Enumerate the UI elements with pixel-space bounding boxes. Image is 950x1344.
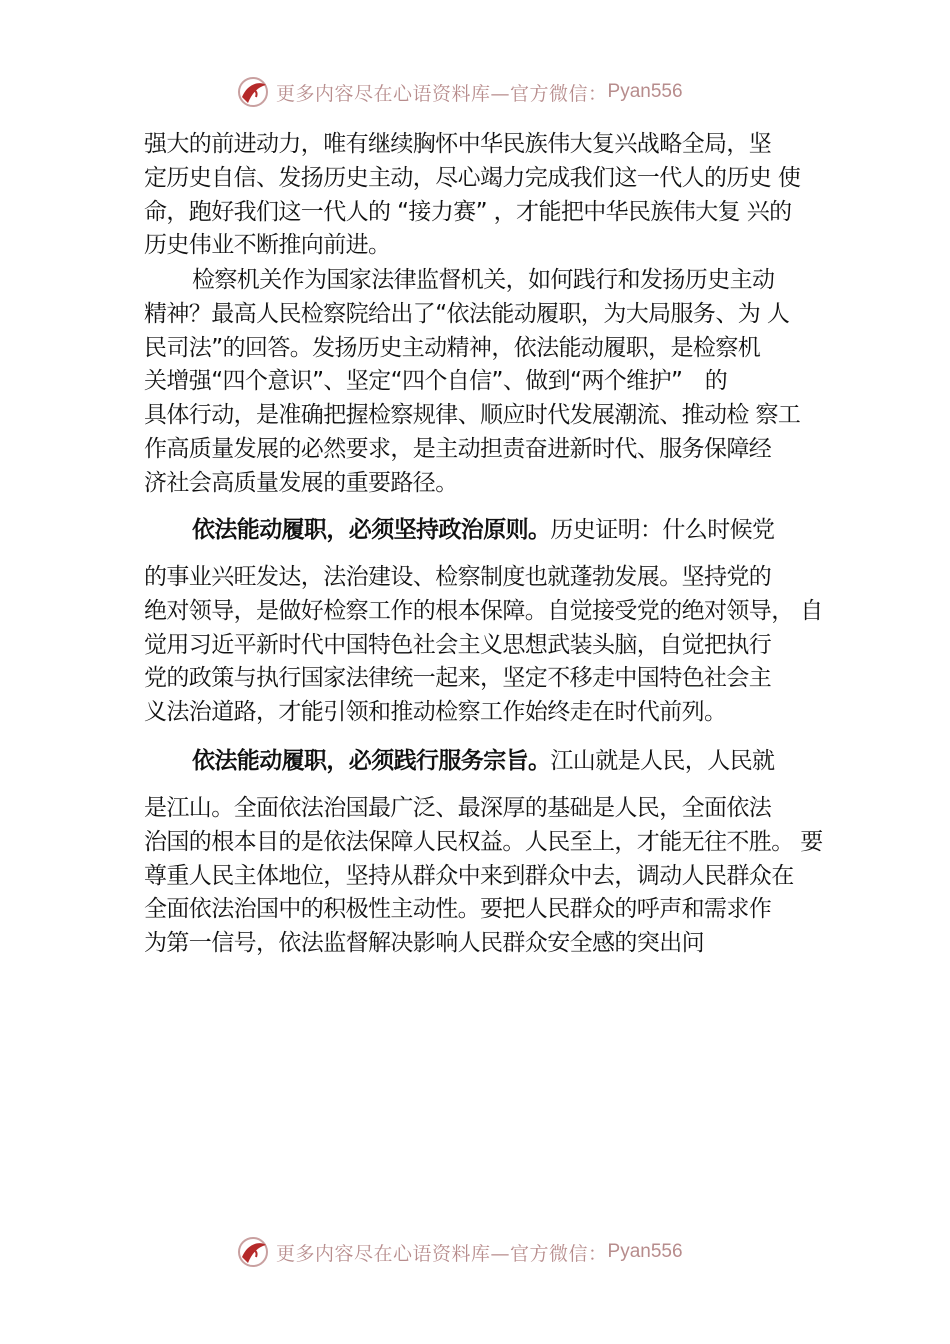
paragraph-party-leadership: [144, 561, 824, 730]
text-line: 党的政策与执行国家法律统一起来，坚定不移走中国特色社会主: [144, 665, 772, 692]
watermark-logo-icon: [236, 75, 270, 109]
text-line: 治国的根本目的是依法保障人民权益。人民至上，才能无往不胜。 要: [144, 828, 823, 855]
text-line: 作高质量发展的必然要求，是主动担责奋进新时代、服务保障经: [144, 435, 772, 462]
paragraph-procuratorate: [144, 264, 824, 501]
text-line: 精神？最高人民检察院给出了“依法能动履职，为大局服务、为 人: [144, 300, 790, 327]
text-line: 义法治道路，才能引领和推动检察工作始终走在时代前列。: [144, 699, 727, 726]
text-line: 绝对领导，是做好检察工作的根本保障。自觉接受党的绝对领导， 自: [144, 597, 823, 624]
text-line: 全面依法治国中的积极性主动性。要把人民群众的呼声和需求作: [144, 896, 772, 923]
text-line: 命，跑好我们这一代人的 “接力赛” ，才能把中华民族伟大复 兴的: [144, 198, 792, 225]
paragraph-continuation: [144, 128, 824, 263]
text-line: 觉用习近平新时代中国特色社会主义思想武装头脑，自觉把执行: [144, 631, 772, 658]
header-watermark: [236, 74, 756, 110]
text-line: 是江山。全面依法治国最广泛、最深厚的基础是人民，全面依法: [144, 795, 772, 821]
watermark-text: 更多内容尽在心语资料库—官方微信：: [276, 1242, 608, 1265]
text-line: 济社会高质量发展的重要路径。: [144, 469, 458, 496]
text-line: 尊重人民主体地位，坚持从群众中来到群众中去，调动人民群众在: [144, 862, 794, 889]
text-line: 具体行动，是准确把握检察规律、顺应时代发展潮流、推动检 察工: [144, 402, 801, 429]
text-line: 关增强“四个意识”、坚定“四个自信”、做到“两个维护” 的: [144, 368, 728, 395]
watermark-wechat-id: Pyan556: [607, 81, 683, 102]
paragraph-people: [144, 792, 824, 961]
watermark-text: 更多内容尽在心语资料库—官方微信：: [276, 82, 608, 105]
text-line: 历史证明：什么时候党: [550, 517, 775, 543]
footer-watermark: [236, 1234, 756, 1270]
paragraph-political-principle: [144, 514, 824, 548]
section-heading: 依法能动履职，必须践行服务宗旨。: [192, 748, 551, 774]
text-line: 强大的前进动力，唯有继续胸怀中华民族伟大复兴战略全局，坚: [144, 131, 772, 157]
text-line: 检察机关作为国家法律监督机关，如何践行和发扬历史主动: [192, 267, 775, 293]
paragraph-service-purpose: [144, 745, 824, 779]
text-line: 的事业兴旺发达，法治建设、检察制度也就蓬勃发展。坚持党的: [144, 564, 772, 590]
watermark-wechat-id: Pyan556: [607, 1241, 683, 1262]
text-line: 为第一信号，依法监督解决影响人民群众安全感的突出问: [144, 930, 705, 957]
text-line: 民司法”的回答。发扬历史主动精神，依法能动履职，是检察机: [144, 334, 761, 361]
text-line: 历史伟业不断推向前进。: [144, 232, 391, 259]
text-line: 定历史自信、发扬历史主动，尽心竭力完成我们这一代人的历史 使: [144, 164, 801, 191]
watermark-logo-icon: [236, 1235, 270, 1269]
text-line: 江山就是人民，人民就: [550, 748, 775, 774]
section-heading: 依法能动履职，必须坚持政治原则。: [192, 517, 551, 543]
